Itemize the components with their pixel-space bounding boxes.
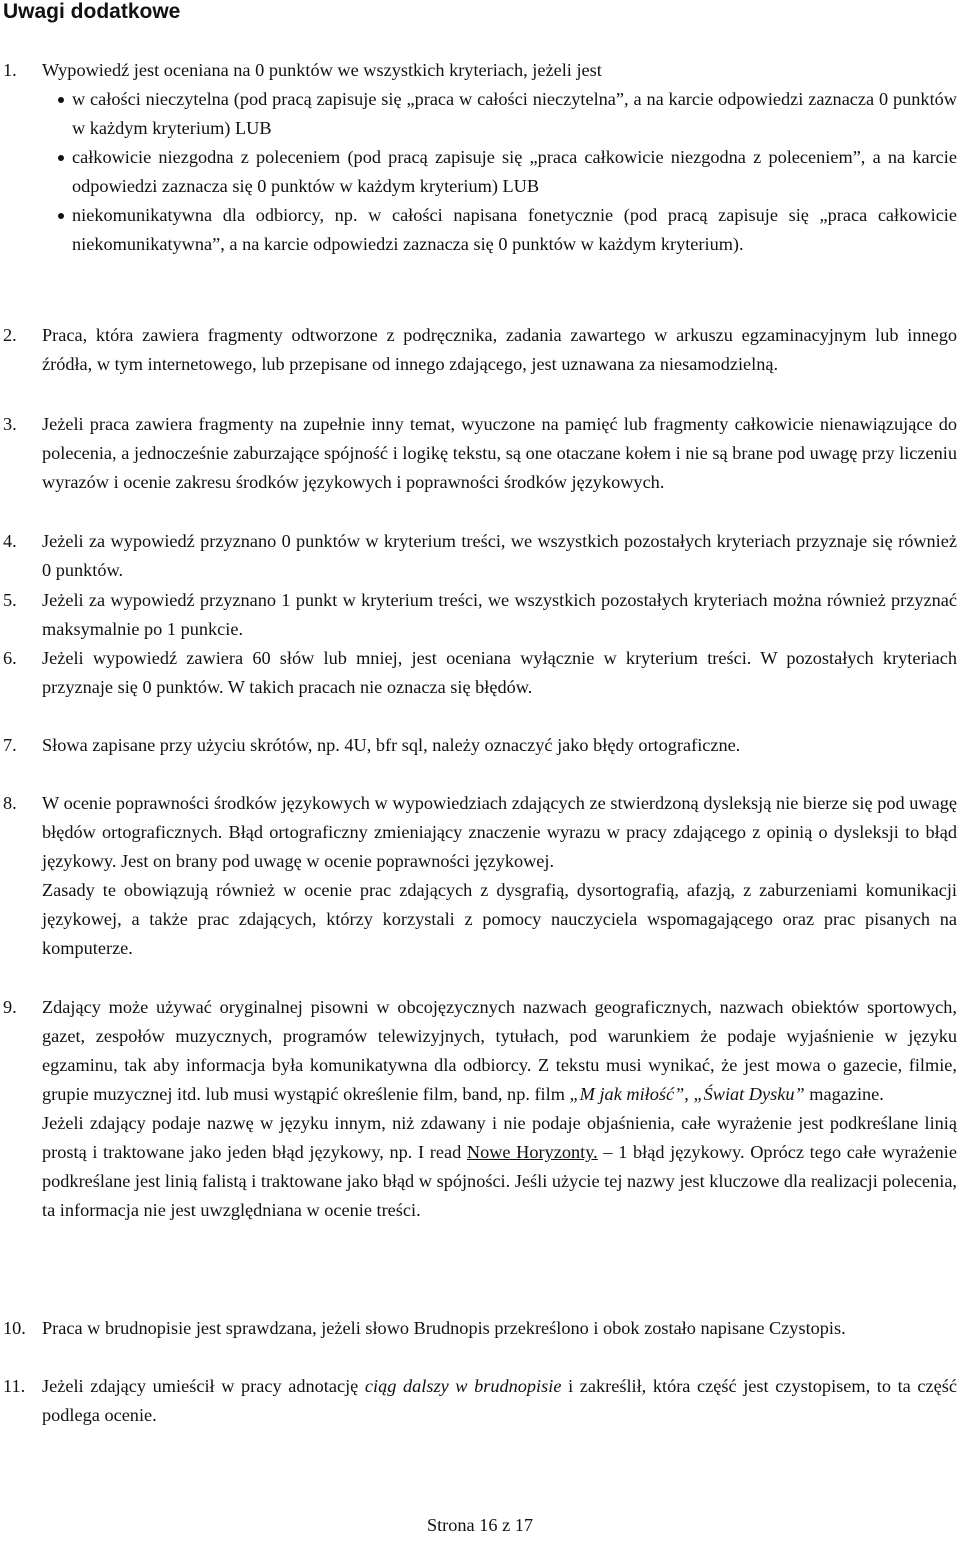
bullet-item: niekomunikatywna dla odbiorcy, np. w całości napisana fonetycznie (pod pracą zapisuje się „praca całkowicie niekomunikatywna”, a na karcie odpowiedzi zaznacza się 0 punktów w każdym kryterium).	[72, 201, 957, 259]
italic-phrase: ciąg dalszy w brudnopisie	[364, 1376, 562, 1396]
item-text: Słowa zapisane przy użyciu skrótów, np. 4U, bfr sql, należy oznaczyć jako błędy ortograficzne.	[42, 735, 741, 755]
bullet-list	[72, 85, 957, 259]
item-number: 4.	[3, 531, 17, 551]
item-number: 7.	[3, 735, 17, 755]
bullet-icon	[58, 97, 64, 103]
item-number: 11.	[3, 1376, 26, 1396]
item-number: 2.	[3, 325, 17, 345]
italic-title: „Świat Dysku”	[693, 1084, 805, 1104]
bullet-icon	[58, 213, 64, 219]
item-number: 9.	[3, 997, 17, 1017]
item-number: 3.	[3, 414, 17, 434]
item-number: 8.	[3, 793, 17, 813]
item-text: Jeżeli zdający umieścił w pracy adnotację ciąg dalszy w brudnopisie i zakreślił, która część jest czystopisem, to ta część podlega ocenie.	[42, 1376, 957, 1425]
item-paragraph: Zdający może używać oryginalnej pisowni w obcojęzycznych nazwach geograficznych, nazwach obiektów sportowych, gazet, zespołów muzycznych, programów telewizyjnych, tytułach, pod warunkiem że podaje wyjaśnienie w języku egzaminu, tak aby informacja była komunikatywna dla odbiorcy. Z tekstu musi wynikać, że jest mowa o gazecie, filmie, grupie muzycznej itd. lub musi wystąpić określenie film, band, np. film „M jak miłość”, „Świat Dysku” magazine.	[42, 997, 957, 1104]
page-number: Strona 16 z 17	[426, 1515, 534, 1535]
item-lead-text: Wypowiedź jest oceniana na 0 punktów we wszystkich kryteriach, jeżeli jest	[42, 60, 602, 80]
item-paragraph: W ocenie poprawności środków językowych w wypowiedziach zdających ze stwierdzoną dysleksją nie bierze się pod uwagę błędów ortograficznych. Błąd ortograficzny zmieniający znaczenie wyrazu w pracy zdającego z opinią o dysleksji to błąd językowy. Jest on brany pod uwagę w ocenie poprawności językowej.	[42, 793, 957, 871]
item-paragraph: Zasady te obowiązują również w ocenie prac zdających z dysgrafią, dysortografią, afazją, z zaburzeniami komunikacji językowej, a także prac zdających, którzy korzystali z pomocy nauczyciela wspomagającego oraz prac pisanych na komputerze.	[42, 880, 957, 958]
bullet-item: całkowicie niezgodna z poleceniem (pod pracą zapisuje się „praca całkowicie niezgodna z poleceniem”, a na karcie odpowiedzi zaznacza się 0 punktów w każdym kryterium) LUB	[72, 143, 957, 201]
item-text: Praca, która zawiera fragmenty odtworzone z podręcznika, zadania zawartego w arkuszu egzaminacyjnym lub innego źródła, w tym internetowego, lub przepisane od innego zdającego, jest uznawana za niesamodzielną.	[42, 325, 957, 374]
item-number: 1.	[3, 60, 17, 80]
italic-title: „M jak miłość”	[569, 1084, 685, 1104]
item-number: 6.	[3, 648, 17, 668]
item-number: 5.	[3, 590, 17, 610]
item-text: Jeżeli za wypowiedź przyznano 0 punktów w kryterium treści, we wszystkich pozostałych kryteriach przyznaje się również 0 punktów.	[42, 531, 957, 580]
item-text: Jeżeli praca zawiera fragmenty na zupełnie inny temat, wyuczone na pamięć lub fragmenty całkowicie nienawiązujące do polecenia, a jednocześnie zaburzające spójność i logikę tekstu, są one otaczane kołem i nie są brane pod uwagę przy liczeniu wyrazów i ocenie zakresu środków językowych i poprawności środków językowych.	[42, 414, 957, 492]
underlined-example: Nowe Horyzonty.	[466, 1142, 598, 1162]
item-number: 10.	[3, 1318, 26, 1338]
section-heading: Uwagi dodatkowe	[3, 0, 181, 23]
item-text: Jeżeli wypowiedź zawiera 60 słów lub mniej, jest oceniana wyłącznie w kryterium treści. W pozostałych kryteriach przyznaje się 0 punktów. W takich pracach nie oznacza się błędów.	[42, 648, 957, 697]
item-paragraph: Jeżeli zdający podaje nazwę w języku innym, niż zdawany i nie podaje objaśnienia, całe wyrażenie jest podkreślane linią prostą i traktowane jako jeden błąd językowy, np. I read Nowe Horyzonty. – 1 błąd językowy. Oprócz tego całe wyrażenie podkreślane jest linią falistą i traktowane jako błąd w spójności. Jeśli użycie tej nazwy jest kluczowe dla realizacji polecenia, ta informacja nie jest uwzględniana w ocenie treści.	[42, 1113, 957, 1220]
bullet-item: w całości nieczytelna (pod pracą zapisuje się „praca w całości nieczytelna”, a na karcie odpowiedzi zaznacza 0 punktów w każdym kryterium) LUB	[72, 85, 957, 143]
item-text: Jeżeli za wypowiedź przyznano 1 punkt w kryterium treści, we wszystkich pozostałych kryteriach można również przyznać maksymalnie po 1 punkcie.	[42, 590, 957, 639]
item-text: Praca w brudnopisie jest sprawdzana, jeżeli słowo Brudnopis przekreślono i obok zostało napisane Czystopis.	[42, 1318, 846, 1338]
bullet-icon	[58, 155, 64, 161]
